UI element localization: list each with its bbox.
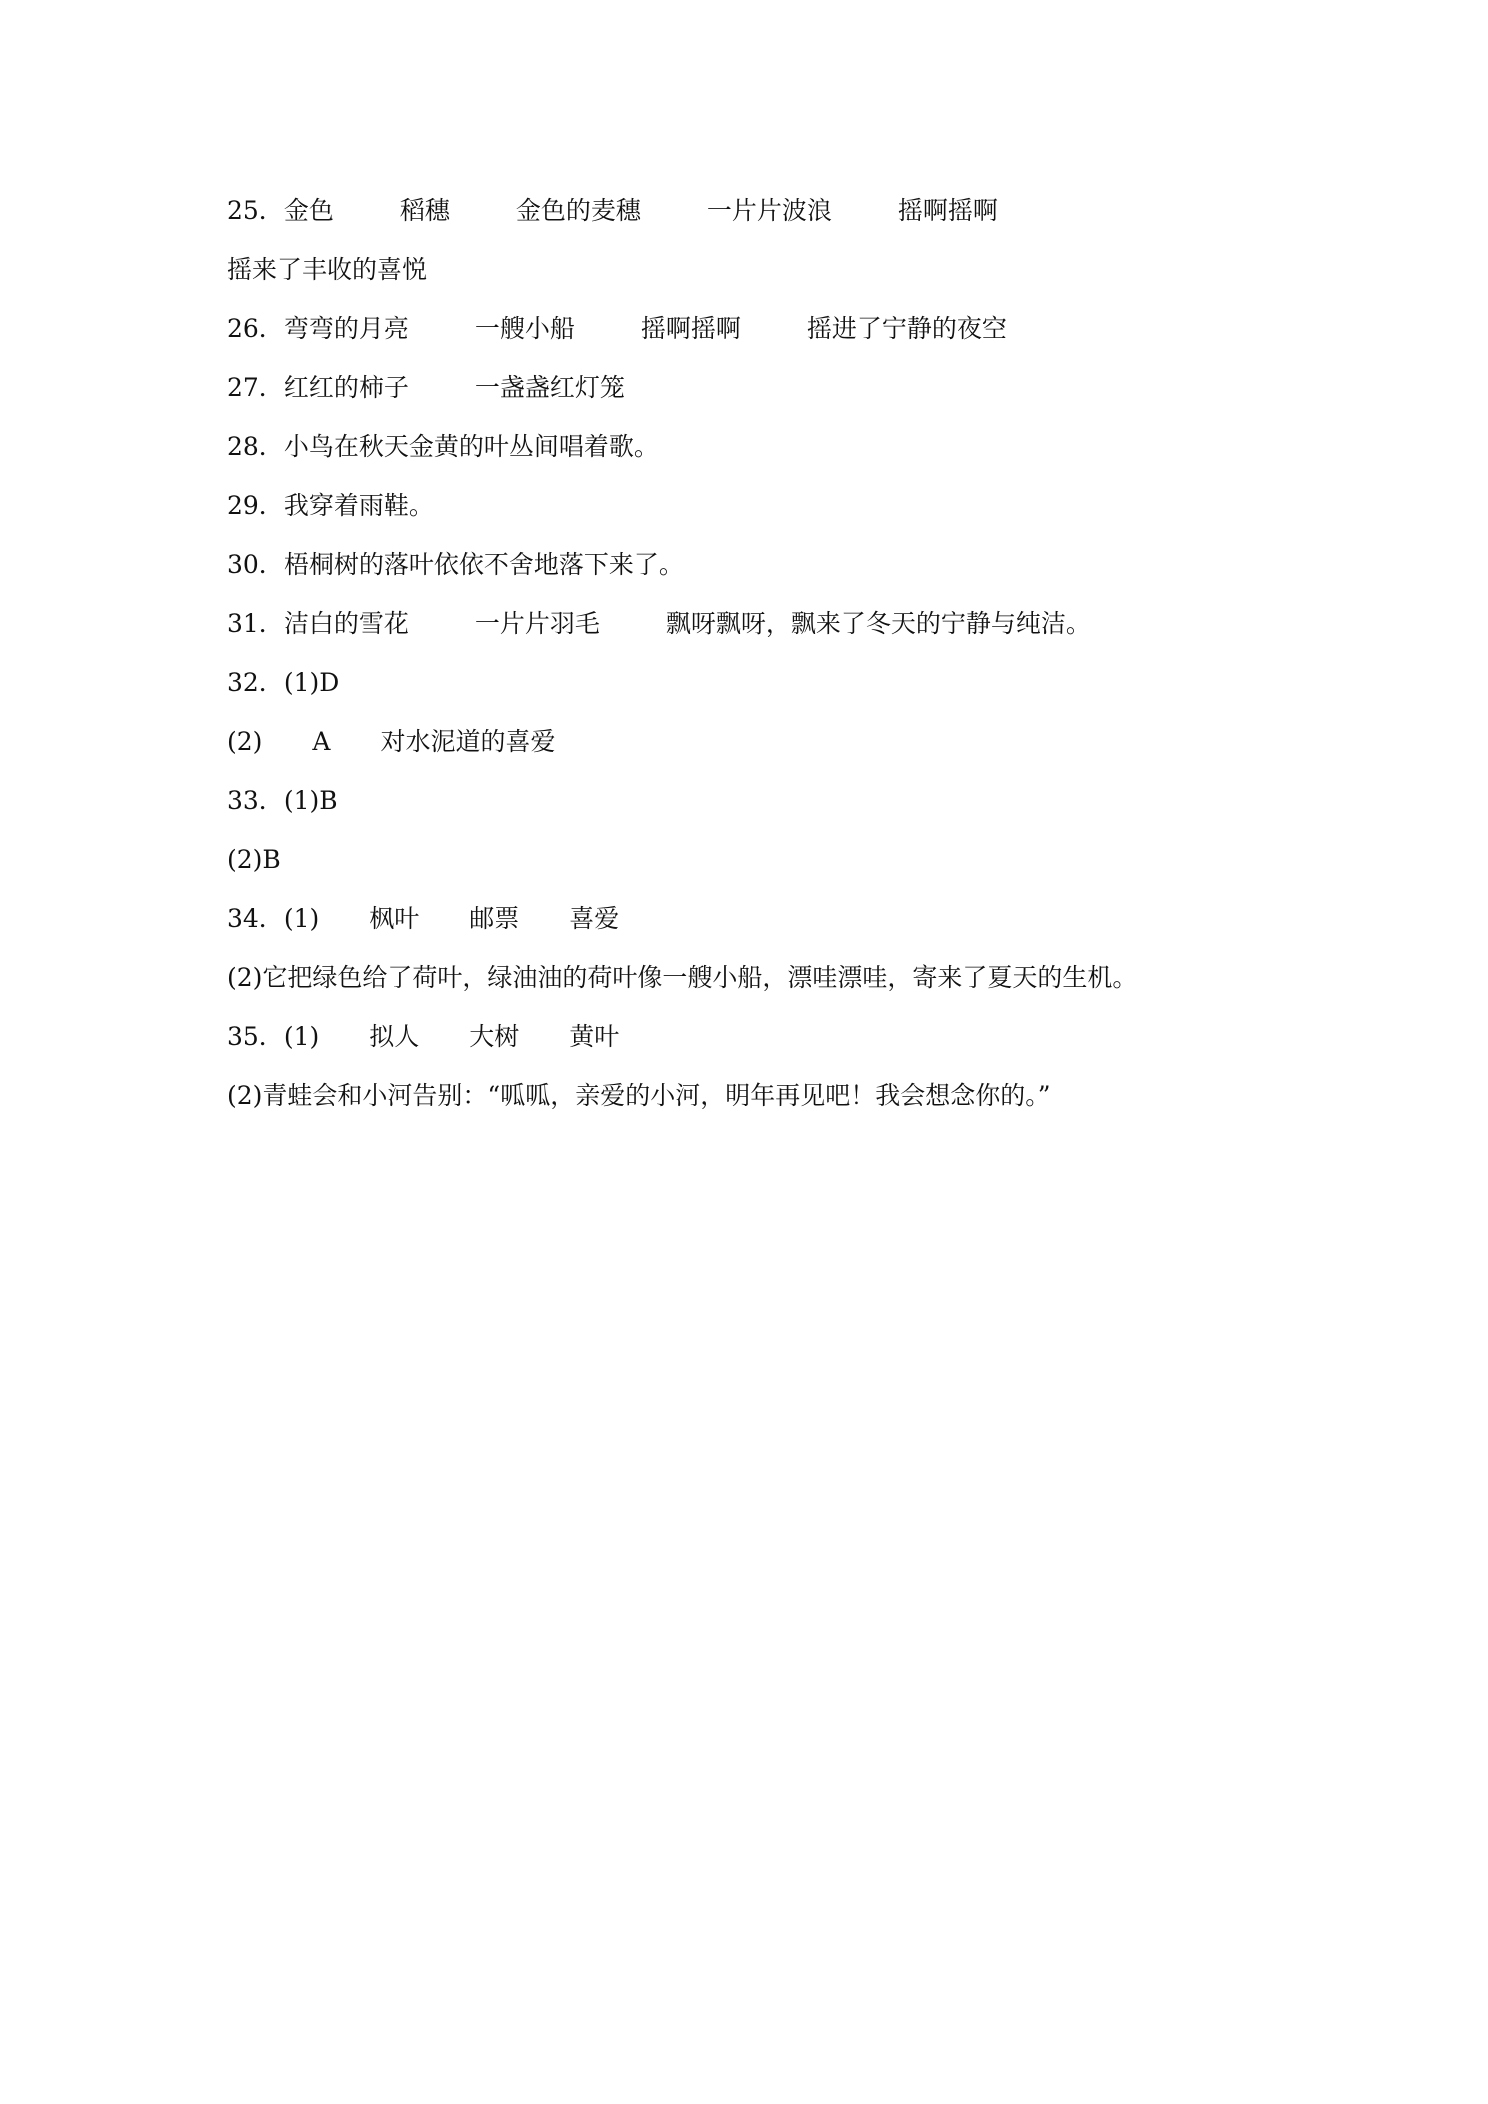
answer-part: 对水泥道的喜爱 [380,727,556,756]
answer-line-29 [227,483,1327,542]
answer-part: 弯弯的月亮 [283,314,409,343]
answer-part: (2)它把绿色给了荷叶，绿油油的荷叶像一艘小船，漂哇漂哇，寄来了夏天的生机。 [227,963,1138,992]
answer-part: 洁白的雪花 [283,609,409,638]
question-number: 34． [227,904,284,933]
question-number: 28． [227,432,284,461]
answer-line-35-2 [227,1073,1327,1132]
answer-line-34-2 [227,955,1327,1014]
answer-part: 拟人 [369,1022,420,1051]
answer-part: 稻穗 [399,196,450,225]
question-number: 25． [227,196,284,225]
answer-part: A [312,727,331,756]
question-number: 30． [227,550,284,579]
answer-part: 邮票 [469,904,520,933]
answer-part: (1)D [283,668,340,697]
answer-part: (1) [283,1022,320,1051]
answer-line-35 [227,1014,1327,1073]
answer-part: 摇进了宁静的夜空 [806,314,1007,343]
answer-part: 摇啊摇啊 [897,196,998,225]
answer-part: 摇啊摇啊 [640,314,741,343]
answer-part: 金色 [283,196,334,225]
question-number: 32． [227,668,284,697]
answer-part: 大树 [469,1022,520,1051]
answer-line-32 [227,660,1327,719]
question-number: 26． [227,314,284,343]
answer-line-26 [227,306,1327,365]
answer-part: 一艘小船 [474,314,575,343]
answer-line-33-2 [227,837,1327,896]
answer-line-28 [227,424,1327,483]
answer-list [227,188,1327,1132]
answer-line-25-cont [227,247,1327,306]
answer-part: 红红的柿子 [283,373,409,402]
answer-part: 金色的麦穗 [515,196,641,225]
question-number: 33． [227,786,284,815]
answer-line-33 [227,778,1327,837]
answer-part: (2) [227,727,263,756]
question-number: 31． [227,609,284,638]
answer-part: 一片片波浪 [706,196,832,225]
answer-part: (2)青蛙会和小河告别：“呱呱，亲爱的小河，明年再见吧！我会想念你的。” [227,1081,1051,1110]
answer-line-27 [227,365,1327,424]
answer-part: 飘呀飘呀，飘来了冬天的宁静与纯洁。 [665,609,1091,638]
answer-part: (1) [283,904,320,933]
answer-part: 我穿着雨鞋。 [283,491,434,520]
question-number: 29． [227,491,284,520]
answer-line-31 [227,601,1327,660]
answer-part: 枫叶 [369,904,420,933]
answer-part: 一片片羽毛 [474,609,600,638]
answer-part: 摇来了丰收的喜悦 [227,255,428,284]
answer-line-30 [227,542,1327,601]
answer-part: 梧桐树的落叶依依不舍地落下来了。 [283,550,684,579]
answer-line-25 [227,188,1327,247]
answer-part: 一盏盏红灯笼 [474,373,625,402]
answer-part: (2)B [227,845,281,874]
answer-part: 小鸟在秋天金黄的叶丛间唱着歌。 [283,432,659,461]
question-number: 35． [227,1022,284,1051]
answer-line-34 [227,896,1327,955]
answer-part: 黄叶 [569,1022,620,1051]
answer-part: 喜爱 [569,904,620,933]
answer-line-32-2 [227,719,1327,778]
question-number: 27． [227,373,284,402]
answer-part: (1)B [283,786,338,815]
